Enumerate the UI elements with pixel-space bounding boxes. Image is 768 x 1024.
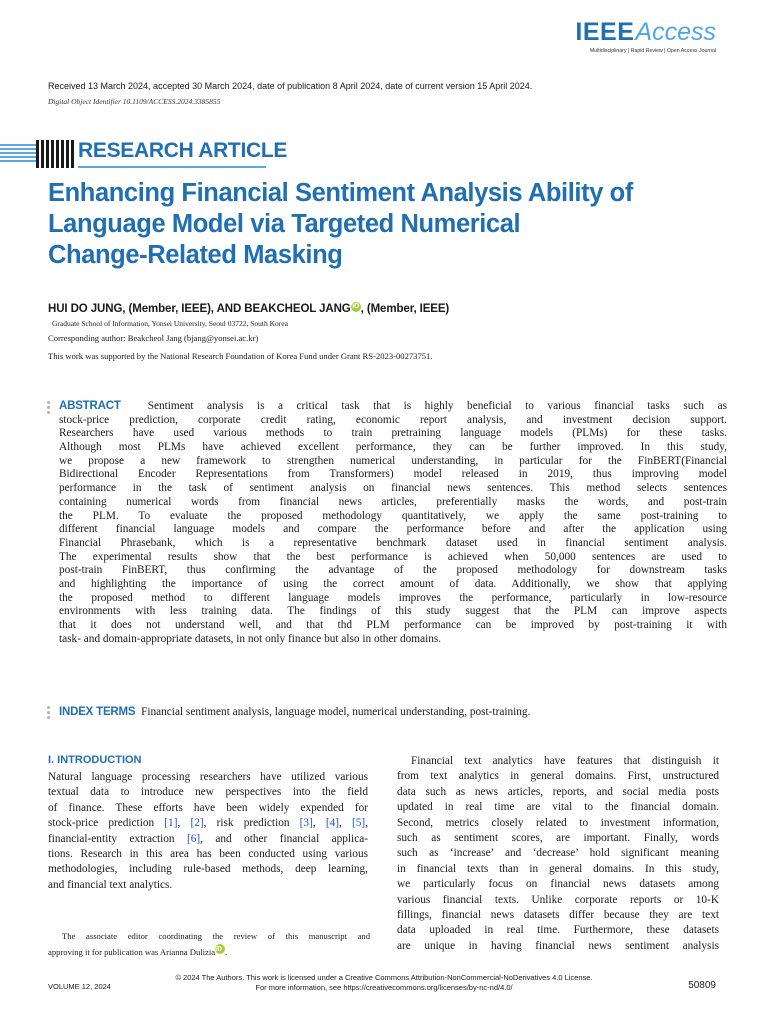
citation-link[interactable]: [3] — [299, 817, 313, 830]
corresponding-author: Corresponding author: Beakcheol Jang (bjang@yonsei.ac.kr) — [48, 333, 259, 343]
affiliation: Graduate School of Information, Yonsei University, Seoul 03722, South Korea — [52, 319, 288, 328]
abstract-line: performance in the task of sentiment analysis on financial news sentences. This method selects sentences — [59, 482, 727, 495]
body-line: methodologies, including rule-based methods, deep learning, — [48, 863, 368, 876]
section-heading-introduction: I. INTRODUCTION — [48, 754, 142, 766]
body-line: fillings, financial news datasets differ because they are text — [397, 908, 719, 921]
abstract-line: post-train FinBERT, thus confirming the advantage of the proposed methodology for downstream tasks — [59, 564, 727, 577]
footer-license — [0, 973, 768, 993]
body-line: updated in real time are vital to the financial domain. — [397, 801, 719, 814]
research-article-banner — [0, 138, 290, 170]
abstract-dots-icon — [47, 401, 51, 416]
orcid-icon[interactable]: iD — [215, 944, 225, 954]
doi-line: Digital Object Identifier 10.1109/ACCESS.2024.3385855 — [48, 97, 221, 106]
body-line: textual data to introduce new perspectives into the field — [48, 786, 368, 799]
abstract-line: environments with less training data. The findings of this study suggest that the PLM can improve aspects — [59, 605, 727, 618]
ieee-access-logo — [575, 20, 716, 54]
abstract-line: Although most PLMs have achieved excellent performance, they can be further improved. In this study, — [59, 441, 727, 454]
body-line: and financial text analytics. — [48, 878, 173, 891]
body-line: Natural language processing researchers have utilized various — [48, 771, 368, 783]
intro-left-column — [48, 770, 368, 893]
received-dates: Received 13 March 2024, accepted 30 March 2024, date of publication 8 April 2024, date of current version 15 April 2024. — [48, 81, 533, 91]
index-terms-text: Financial sentiment analysis, language model, numerical understanding, post-training. — [141, 706, 531, 718]
body-line: from text analytics in general domains. First, unstructured — [397, 770, 719, 783]
abstract-line: Bidirectional Encoder Representations from Transformers) model released in 2019, thus improving model — [59, 468, 727, 481]
abstract-label: ABSTRACT — [59, 400, 121, 412]
funding-note: This work was supported by the National Research Foundation of Korea Fund under Grant RS-2023-00273751. — [48, 351, 433, 361]
body-line: stock-price prediction [1], [2], risk prediction [3], [4], [5], — [48, 817, 369, 830]
abstract-line: different financial language models and compare the performance before and after the application using — [59, 523, 727, 536]
abstract-line: Researchers have used various methods to train pretraining language models (PLMs) for these tasks. — [59, 427, 727, 440]
body-line: we particularly focus on financial news datasets among — [397, 878, 719, 891]
body-line: such as ‘increase’ and ‘decrease’ hold significant meaning — [397, 847, 719, 860]
editor-footnote — [48, 929, 370, 961]
abstract-line: The experimental results show that the best performance is achieved when 50,000 sentences are used to — [59, 550, 727, 563]
logo-access: Access — [635, 18, 716, 46]
body-line: data such as news articles, reports, and social media posts — [397, 785, 719, 798]
body-line: various financial texts. Unlike corporate reports or 10-K — [397, 893, 719, 906]
abstract-line: ABSTRACT Sentiment analysis is a critical task that is highly beneficial to various financial tasks such as — [59, 400, 727, 412]
abstract-line: the proposed method to different language models improves the performance, particularly in low-resource — [59, 591, 727, 604]
citation-link[interactable]: [2] — [190, 817, 204, 830]
banner-underline — [78, 166, 266, 168]
license-link[interactable]: For more information, see https://creativecommons.org/licenses/by-nc-nd/4.0/ — [255, 983, 513, 992]
banner-bars — [36, 140, 74, 168]
footer-volume: VOLUME 12, 2024 — [48, 982, 111, 991]
body-line: Second, metrics closely related to investment information, — [397, 816, 719, 829]
abstract-line: containing numerical words from financial news articles, preferentially masks the words, and post-train — [59, 495, 727, 508]
title-line: Change-Related Masking — [48, 241, 343, 269]
footnote-line: approving it for publication was Arianna DuliziaiD . — [48, 945, 228, 958]
index-terms-dots-icon — [47, 706, 51, 721]
abstract-line: stock-price prediction, corporate credit rating, economic report analysis, and investment decision support. — [59, 413, 727, 426]
orcid-icon[interactable]: iD — [352, 303, 360, 310]
citation-link[interactable]: [4] — [325, 817, 340, 830]
abstract-line: we propose a new framework to strengthen numerical understanding, in particular for the FinBERT(Financial — [59, 454, 727, 467]
logo-tagline: Multidisciplinary | Rapid Review | Open Access Journal — [589, 48, 716, 54]
citation-link[interactable]: [5] — [352, 817, 366, 830]
author-list — [48, 302, 449, 315]
abstract-line: the PLM. To evaluate the proposed methodology quantitatively, we apply the same post-training to — [59, 509, 727, 522]
title-line: Language Model via Targeted Numerical — [48, 210, 521, 238]
body-line: such as sentiment scores, are important. Finally, words — [397, 831, 719, 844]
abstract-line: Financial Phrasebank, which is a representative benchmark dataset used in financial sentiment analysis. — [59, 536, 727, 549]
authors-part2: , (Member, IEEE) — [360, 303, 450, 315]
abstract-line: and highlighting the importance of using the correct amount of data. Additionally, we show that applying — [59, 577, 727, 590]
license-line: © 2024 The Authors. This work is licensed under a Creative Commons Attribution-NonCommercial-NoDerivatives 4.0 License. — [175, 973, 593, 982]
authors-part1: HUI DO JUNG, (Member, IEEE), AND BEAKCHEOL JANG — [48, 303, 351, 315]
citation-link[interactable]: [1] — [164, 817, 178, 830]
intro-right-column — [397, 754, 719, 954]
body-line: in financial texts than in general domains. In this study, — [397, 862, 719, 875]
page-number: 50809 — [688, 980, 716, 991]
citation-link[interactable]: [6] — [186, 832, 201, 845]
title-line: Enhancing Financial Sentiment Analysis Ability of — [48, 179, 633, 207]
body-line: are unique in having financial news sentiment analysis — [397, 939, 719, 952]
banner-stripes — [0, 144, 36, 164]
index-terms-label: INDEX TERMS — [59, 706, 136, 718]
abstract-line: that it does not understand well, and that thd PLM performance can be improved by post-training it with — [59, 619, 727, 631]
body-line: of finance. These efforts have been widely expended for — [48, 801, 368, 814]
article-type-label: RESEARCH ARTICLE — [78, 139, 288, 162]
body-line: tions. Research in this area has been conducted using various — [48, 847, 368, 860]
abstract — [59, 400, 727, 646]
body-line: data uploaded in real time. Furthermore, these datasets — [397, 924, 719, 937]
logo-ieee: IEEE — [575, 18, 635, 46]
paper-title — [48, 178, 708, 271]
abstract-line: task- and domain-appropriate datasets, in not only finance but also in other domains. — [59, 632, 442, 645]
index-terms — [59, 706, 530, 718]
body-line: Financial text analytics have features that distinguish it — [411, 755, 719, 767]
footnote-line: The associate editor coordinating the review of this manuscript and — [62, 931, 370, 941]
body-line: financial-entity extraction [6], and other financial applica- — [48, 832, 368, 845]
